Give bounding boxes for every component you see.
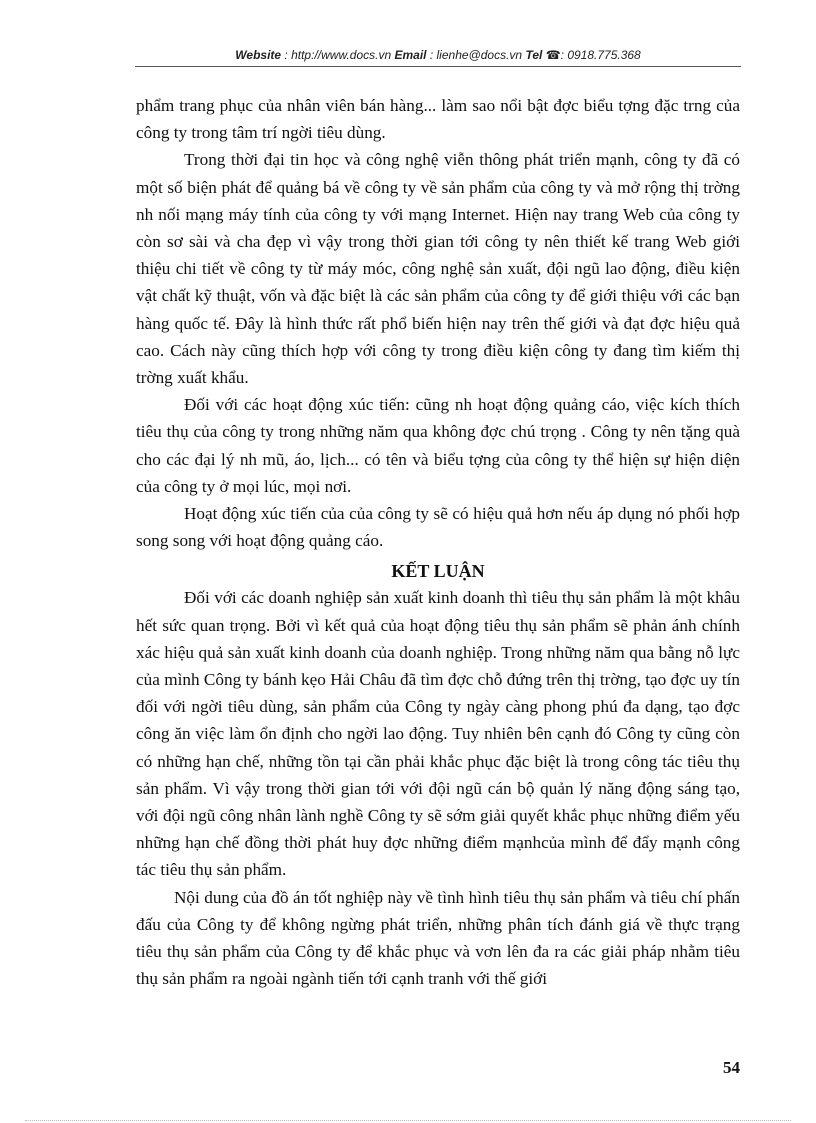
paragraph-promotion-effect: Hoạt động xúc tiến của của công ty sẽ có hiệu quả hơn nếu áp dụng nó phối hợp song song với hoạt động quảng cáo. <box>136 504 740 551</box>
tel-label: Tel <box>525 48 543 62</box>
phone-icon: ☎ <box>545 48 561 62</box>
paragraph-promotion: Đối với các hoạt động xúc tiến: cũng nh hoạt động quảng cáo, việc kích thích tiêu thụ của công ty trong những năm qua không đợc chú trọng . Công ty nên tặng quà cho các đại lý nh mũ, áo, lịch... có tên và biểu tợng của công ty thể hiện sự hiện diện của công ty ở mọi lúc, mọi nơi. <box>136 395 740 496</box>
paragraph-continued: phẩm trang phục của nhân viên bán hàng... làm sao nổi bật đợc biểu tợng đặc trng của công ty trong tâm trí ngời tiêu dùng. <box>136 96 740 143</box>
conclusion-paragraph-2: Nội dung của đồ án tốt nghiệp này về tình hình tiêu thụ sản phẩm và tiêu chí phấn đấu của Công ty để không ngừng phát triển, những phân tích đánh giá về thực trạng tiêu thụ sản phẩm của Công ty để khắc phục và vơn lên đa ra các giải pháp nhằm tiêu thụ sản phẩm ra ngoài ngành tiến tới cạnh tranh với thế giới <box>136 887 740 989</box>
conclusion-heading: KẾT LUẬN <box>391 561 485 582</box>
page-bottom-divider <box>25 1120 791 1121</box>
email-separator: : <box>426 48 437 62</box>
page-header <box>135 48 741 62</box>
email-label: Email <box>394 48 427 62</box>
tel-number: 0918.775.368 <box>567 48 641 62</box>
page-number: 54 <box>723 1058 740 1077</box>
conclusion-paragraph-1: Đối với các doanh nghiệp sản xuất kinh doanh thì tiêu thụ sản phẩm là một khâu hết sức quan trọng. Bởi vì kết quả của hoạt động tiêu thụ sản phẩm sẽ phản ánh chính xác hiệu quả sản xuất kinh doanh của doanh nghiệp. Trong những năm qua bằng nỗ lực của mình Công ty bánh kẹo Hải Châu đã tìm đợc chỗ đứng trên thị trờng, tạo đợc uy tín đối với ngời tiêu dùng, sản phẩm của Công ty ngày càng phong phú đa dạng, tạo đợc công ăn việc làm ổn định cho ngời lao động. Tuy nhiên bên cạnh đó Công ty cũng còn có những hạn chế, những tồn tại cần phải khắc phục đặc biệt là trong công tác tiêu thụ sản phẩm. Vì vậy trong thời gian tới với đội ngũ cán bộ quản lý năng động sáng tạo, với đội ngũ công nhân lành nghề Công ty sẽ sớm giải quyết khắc phục những điểm yếu những hạn chế đồng thời phát huy đợc những điểm mạnhcủa mình để đẩy mạnh công tác tiêu thụ sản phẩm. <box>136 588 740 880</box>
header-divider <box>135 66 741 67</box>
document-body <box>136 92 740 993</box>
paragraph-web: Trong thời đại tin học và công nghệ viễn thông phát triển mạnh, công ty đã có một số biện phát để quảng bá về công ty về sản phẩm của công ty và mở rộng thị trờng nh nối mạng máy tính của công ty với mạng Internet. Hiện nay trang Web của công ty còn sơ sài và cha đẹp vì vậy trong thời gian tới công ty nên thiết kế trang Web giới thiệu chi tiết về công ty từ máy móc, công nghệ sản xuất, đội ngũ lao động, điều kiện vật chất kỹ thuật, vốn và đặc biệt là các sản phẩm của công ty để giới thiệu với các bạn hàng quốc tế. Đây là hình thức rất phổ biến hiện nay trên thế giới và đạt đợc hiệu quả cao. Cách này cũng thích hợp với công ty trong điều kiện công ty đang tìm kiếm thị trờng xuất khẩu. <box>136 150 740 388</box>
email-address: lienhe@docs.vn <box>436 48 523 62</box>
website-url: http://www.docs.vn <box>291 48 392 62</box>
website-separator: : <box>281 48 292 62</box>
website-label: Website <box>235 48 282 62</box>
tel-separator: : <box>560 48 568 62</box>
